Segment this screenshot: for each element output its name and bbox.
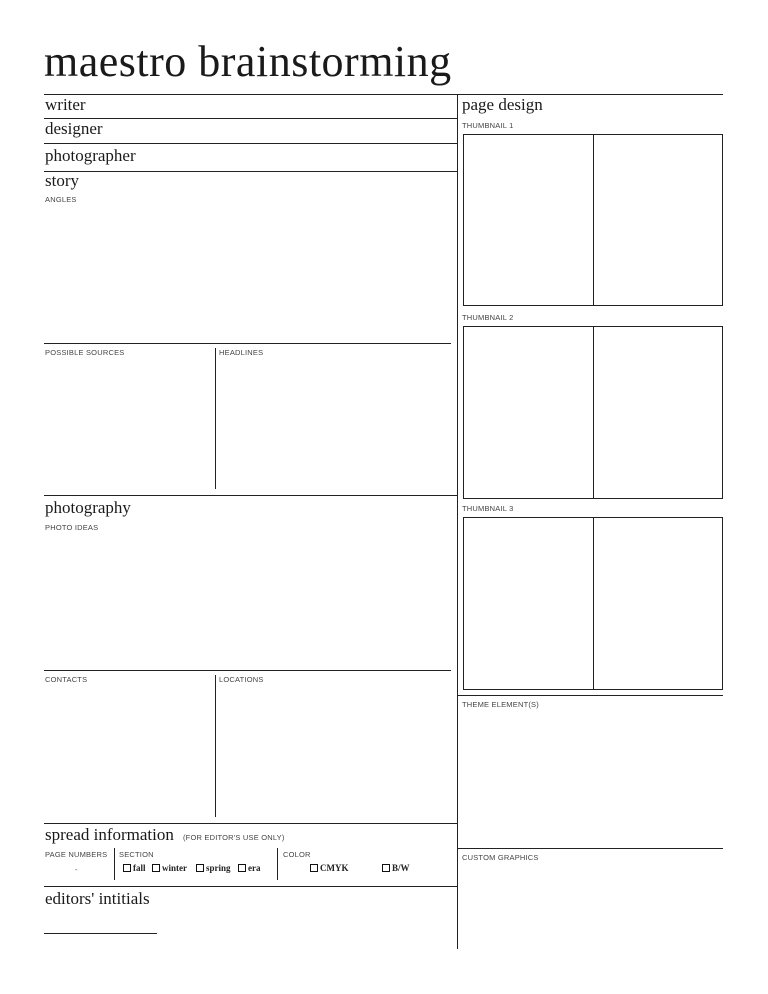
page-numbers-label: PAGE NUMBERS [45, 850, 108, 859]
thumbnail-3-box [463, 517, 723, 690]
contacts-label: CONTACTS [45, 675, 88, 684]
checkbox-icon [196, 864, 204, 872]
checkbox-icon [238, 864, 246, 872]
spread-information-label: spread information [45, 825, 174, 844]
headlines-label: HEADLINES [219, 348, 264, 357]
custom-graphics-label: CUSTOM GRAPHICS [462, 853, 539, 862]
checkbox-icon [123, 864, 131, 872]
spread-information-heading [45, 825, 285, 845]
thumbnail-3-label: THUMBNAIL 3 [462, 504, 514, 513]
thumbnail-1-fold [593, 135, 594, 305]
color-option-cmyk[interactable]: CMYK [310, 863, 349, 873]
locations-label: LOCATIONS [219, 675, 264, 684]
photo-ideas-label: PHOTO IDEAS [45, 523, 99, 532]
story-bottom-line [44, 343, 451, 344]
possible-sources-label: POSSIBLE SOURCES [45, 348, 125, 357]
writer-line [44, 118, 457, 119]
custom-graphics-top-line [457, 848, 723, 849]
sources-divider [215, 348, 216, 489]
spread-top-line [44, 823, 457, 824]
column-divider [457, 94, 458, 949]
angles-label: ANGLES [45, 195, 77, 204]
editors-initials-label: editors' intitials [45, 889, 150, 908]
editors-top-line [44, 886, 457, 887]
editors-initials-line [44, 933, 157, 934]
thumbnail-1-box [463, 134, 723, 306]
page-numbers-divider [114, 848, 115, 880]
story-heading: story [45, 171, 79, 190]
thumbnail-2-label: THUMBNAIL 2 [462, 313, 514, 322]
checkbox-icon [152, 864, 160, 872]
color-label: COLOR [283, 850, 311, 859]
page-design-heading: page design [462, 95, 543, 114]
photo-ideas-bottom-line [44, 670, 451, 671]
section-divider [277, 848, 278, 880]
editors-use-note: (FOR EDITOR'S USE ONLY) [182, 833, 285, 842]
thumbnail-2-fold [593, 327, 594, 498]
checkbox-icon [382, 864, 390, 872]
section-option-era[interactable]: era [238, 863, 261, 873]
section-option-winter[interactable]: winter [152, 863, 187, 873]
contacts-divider [215, 675, 216, 817]
designer-line [44, 143, 457, 144]
checkbox-icon [310, 864, 318, 872]
color-option-bw[interactable]: B/W [382, 863, 410, 873]
photography-top-line [44, 495, 457, 496]
photography-heading: photography [45, 498, 131, 517]
page-title: maestro brainstorming [44, 37, 452, 86]
section-option-fall[interactable]: fall [123, 863, 146, 873]
page-numbers-value: - [75, 865, 78, 874]
section-label: SECTION [119, 850, 154, 859]
top-rule [44, 94, 723, 95]
thumbnail-1-label: THUMBNAIL 1 [462, 121, 514, 130]
writer-label: writer [45, 95, 86, 114]
theme-elements-label: THEME ELEMENT(S) [462, 700, 539, 709]
photographer-label: photographer [45, 146, 136, 165]
theme-top-line [457, 695, 723, 696]
thumbnail-2-box [463, 326, 723, 499]
thumbnail-3-fold [593, 518, 594, 689]
section-option-spring[interactable]: spring [196, 863, 231, 873]
photographer-line [44, 171, 457, 172]
designer-label: designer [45, 119, 103, 138]
